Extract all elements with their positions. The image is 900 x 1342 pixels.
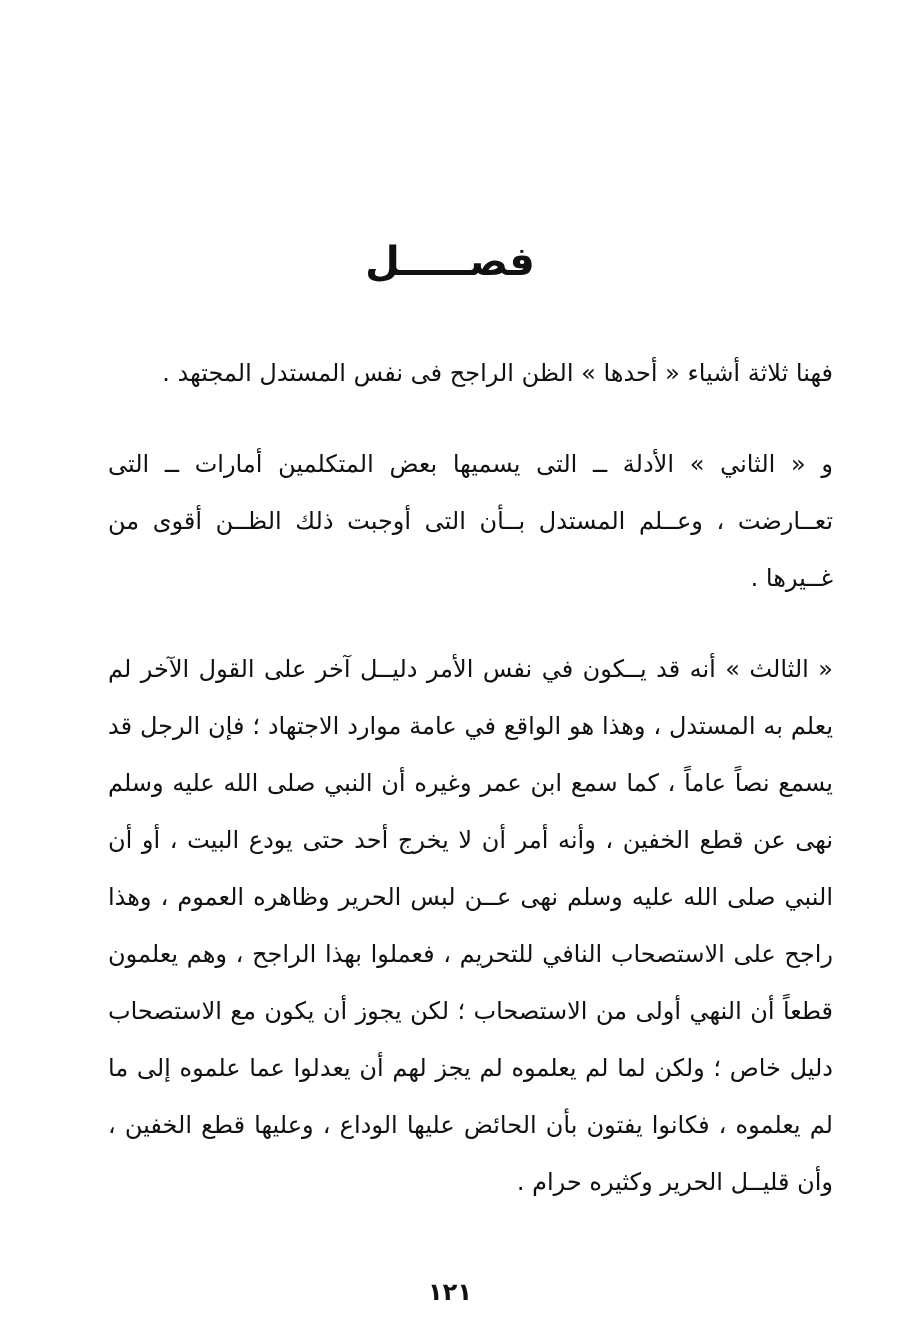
paragraph-1: فهنا ثلاثة أشياء « أحدها » الظن الراجح فى نفس المستدل المجتهد . [162,359,833,387]
page-number: ١٢١ [428,1278,472,1306]
paragraph-3: « الثالث » أنه قد يــكون في نفس الأمر دليــل آخر على القول الآخر لم يعلم به المستدل ، وهذا هو الواقع في عامة موارد الاجتهاد ؛ فإن الرجل قد يسمع نصاً عاماً ، كما سمع ابن عمر وغيره أن النبي صلى الله عليه وسلم نهى عن قطع الخفين ، وأنه أمر أن لا يخرج أحد حتى يودع البيت ، أو أن النبي صلى الله عليه وسلم نهى عــن لبس الحرير وظاهره العموم ، وهذا راجح على الاستصحاب النافي للتحريم ، فعملوا بهذا الراجح ، وهم يعلمون قطعاً أن النهي أولى من الاستصحاب ؛ لكن يجوز أن يكون مع الاستصحاب دليل خاص ؛ ولكن لما لم يعلموه لم يجز لهم أن يعدلوا عما علموه إلى ما لم يعلموه ، فكانوا يفتون بأن الحائض عليها الوداع ، وعليها قطع الخفين ، وأن قليــل الحرير وكثيره حرام . [108,655,833,1196]
body-text [108,345,833,1211]
section-heading: فصـــــل [365,239,535,285]
paragraph-2: و « الثاني » الأدلة ــ التى يسميها بعض المتكلمين أمارات ــ التى تعــارضت ، وعــلم المستدل بــأن التى أوجبت ذلك الظــن أقوى من غــيرها . [108,450,833,592]
